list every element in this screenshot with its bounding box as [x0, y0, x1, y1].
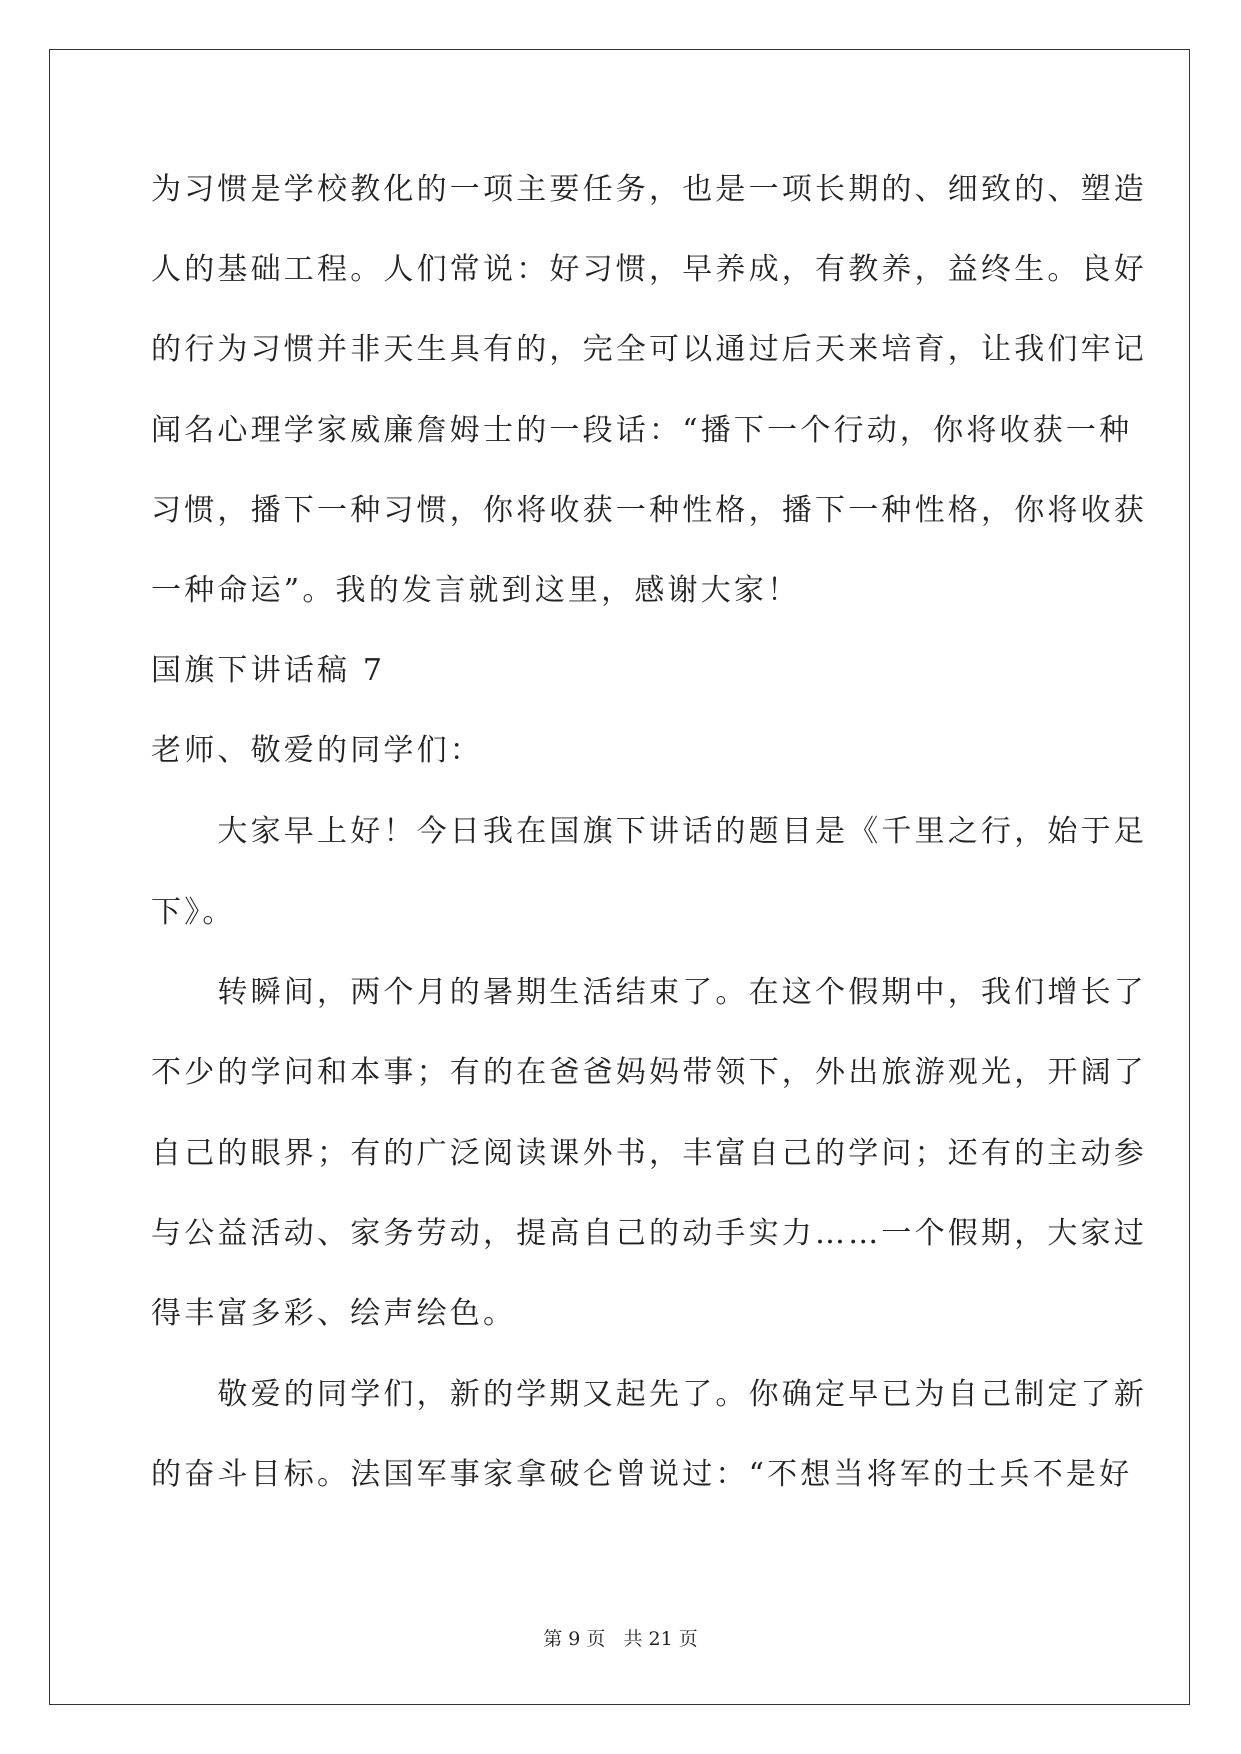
text-line: 习惯，播下一种习惯，你将收获一种性格，播下一种性格，你将收获	[151, 493, 1147, 528]
text-line: 大家早上好！今日我在国旗下讲话的题目是《千里之行，始于足	[151, 814, 1147, 849]
page-total: 共 21 页	[623, 1628, 698, 1650]
text-line: 下》。	[151, 895, 236, 930]
text-line: 敬爱的同学们，新的学期又起先了。你确定早已为自己制定了新	[151, 1377, 1147, 1412]
text-line: 转瞬间，两个月的暑期生活结束了。在这个假期中，我们增长了	[151, 975, 1147, 1010]
page-footer	[0, 1624, 1241, 1651]
text-line: 不少的学问和本事；有的在爸爸妈妈带领下，外出旅游观光，开阔了	[151, 1055, 1147, 1090]
text-line: 的行为习惯并非天生具有的，完全可以通过后天来培育，让我们牢记	[151, 332, 1147, 367]
section-heading: 国旗下讲话稿 7	[151, 653, 386, 688]
salutation: 老师、敬爱的同学们：	[151, 733, 483, 768]
text-line: 的奋斗目标。法国军事家拿破仑曾说过：“不想当将军的士兵不是好	[151, 1457, 1133, 1492]
text-line: 闻名心理学家威廉詹姆士的一段话：“播下一个行动，你将收获一种	[151, 413, 1133, 448]
text-line: 自己的眼界；有的广泛阅读课外书，丰富自己的学问；还有的主动参	[151, 1136, 1147, 1171]
page-number: 第 9 页	[543, 1628, 606, 1650]
text-line: 得丰富多彩、绘声绘色。	[151, 1296, 517, 1331]
text-line: 与公益活动、家务劳动，提高自己的动手实力……一个假期，大家过	[151, 1216, 1147, 1251]
text-line: 人的基础工程。人们常说：好习惯，早养成，有教养，益终生。良好	[151, 252, 1147, 287]
text-line: 为习惯是学校教化的一项主要任务，也是一项长期的、细致的、塑造	[151, 172, 1147, 207]
text-line: 一种命运”。我的发言就到这里，感谢大家！	[151, 573, 801, 608]
